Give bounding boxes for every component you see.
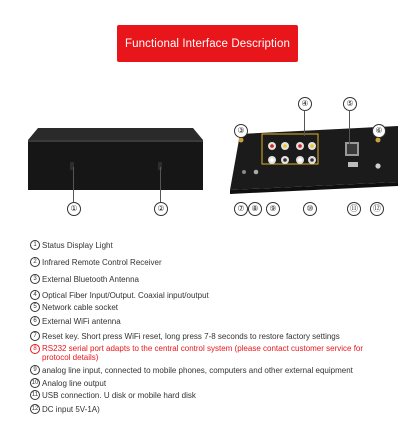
legend-text: Optical Fiber Input/Output. Coaxial input/output — [42, 290, 209, 300]
legend-number: 5 — [30, 302, 40, 312]
legend-item-12 — [30, 404, 100, 414]
legend-number: 1 — [30, 240, 40, 250]
legend-number: 2 — [30, 257, 40, 267]
callout-8: ⑧ — [248, 202, 262, 216]
callout-4: ④ — [298, 97, 312, 111]
callout-2: ② — [154, 202, 168, 216]
legend-number: 3 — [30, 274, 40, 284]
legend-item-2 — [30, 257, 162, 267]
leader-line-5 — [349, 110, 350, 144]
legend-text: External Bluetooth Antenna — [42, 274, 139, 284]
callout-11: ⑪ — [347, 202, 361, 216]
leader-line-1 — [73, 167, 74, 202]
callout-6: ⑥ — [372, 124, 386, 138]
callout-9: ⑨ — [266, 202, 280, 216]
legend-number: 9 — [30, 365, 40, 375]
legend-number: 7 — [30, 331, 40, 341]
legend-number: 10 — [31, 380, 39, 386]
legend-number: 11 — [31, 392, 39, 398]
device-front-image — [28, 128, 203, 190]
page-title: Functional Interface Description — [125, 37, 290, 50]
legend-item-6 — [30, 316, 121, 326]
legend-item-4 — [30, 290, 209, 300]
legend-text: Network cable socket — [42, 302, 119, 312]
callout-10: ⑩ — [303, 202, 317, 216]
legend-number: 12 — [31, 406, 39, 412]
legend-text: Status Display Light — [42, 240, 113, 250]
legend-item-11 — [30, 390, 196, 400]
legend-item-1 — [30, 240, 113, 250]
legend-text: USB connection. U disk or mobile hard disk — [42, 390, 196, 400]
callout-1: ① — [67, 202, 81, 216]
legend-item-5 — [30, 302, 118, 312]
legend-number: 8 — [30, 344, 40, 354]
callout-5: ⑤ — [343, 97, 357, 111]
callout-7: ⑦ — [234, 202, 248, 216]
legend-text: External WiFi antenna — [42, 316, 121, 326]
legend-number: 6 — [30, 316, 40, 326]
legend-text: Reset key. Short press WiFi reset, long press 7-8 seconds to restore factory settings — [42, 331, 340, 341]
legend-item-9 — [30, 365, 353, 375]
legend-item-10 — [30, 378, 106, 388]
legend-number: 4 — [30, 290, 40, 300]
leader-line-2 — [160, 167, 161, 202]
legend-text: analog line input, connected to mobile phones, computers and other external equipment — [42, 365, 353, 375]
callout-12: ⑫ — [370, 202, 384, 216]
legend-text: DC input 5V-1A) — [42, 404, 100, 414]
legend-text: Infrared Remote Control Receiver — [42, 257, 162, 267]
device-front-view — [28, 128, 203, 190]
legend-text: Analog line output — [42, 378, 107, 388]
title-banner — [117, 25, 298, 62]
legend-item-7 — [30, 331, 340, 341]
callout-3: ③ — [234, 124, 248, 138]
leader-line-4 — [304, 110, 305, 136]
legend-text: RS232 serial port adapts to the central control system (please contact customer service for protocol details) — [42, 344, 364, 362]
legend-item-8 — [30, 344, 380, 362]
legend-item-3 — [30, 274, 139, 284]
